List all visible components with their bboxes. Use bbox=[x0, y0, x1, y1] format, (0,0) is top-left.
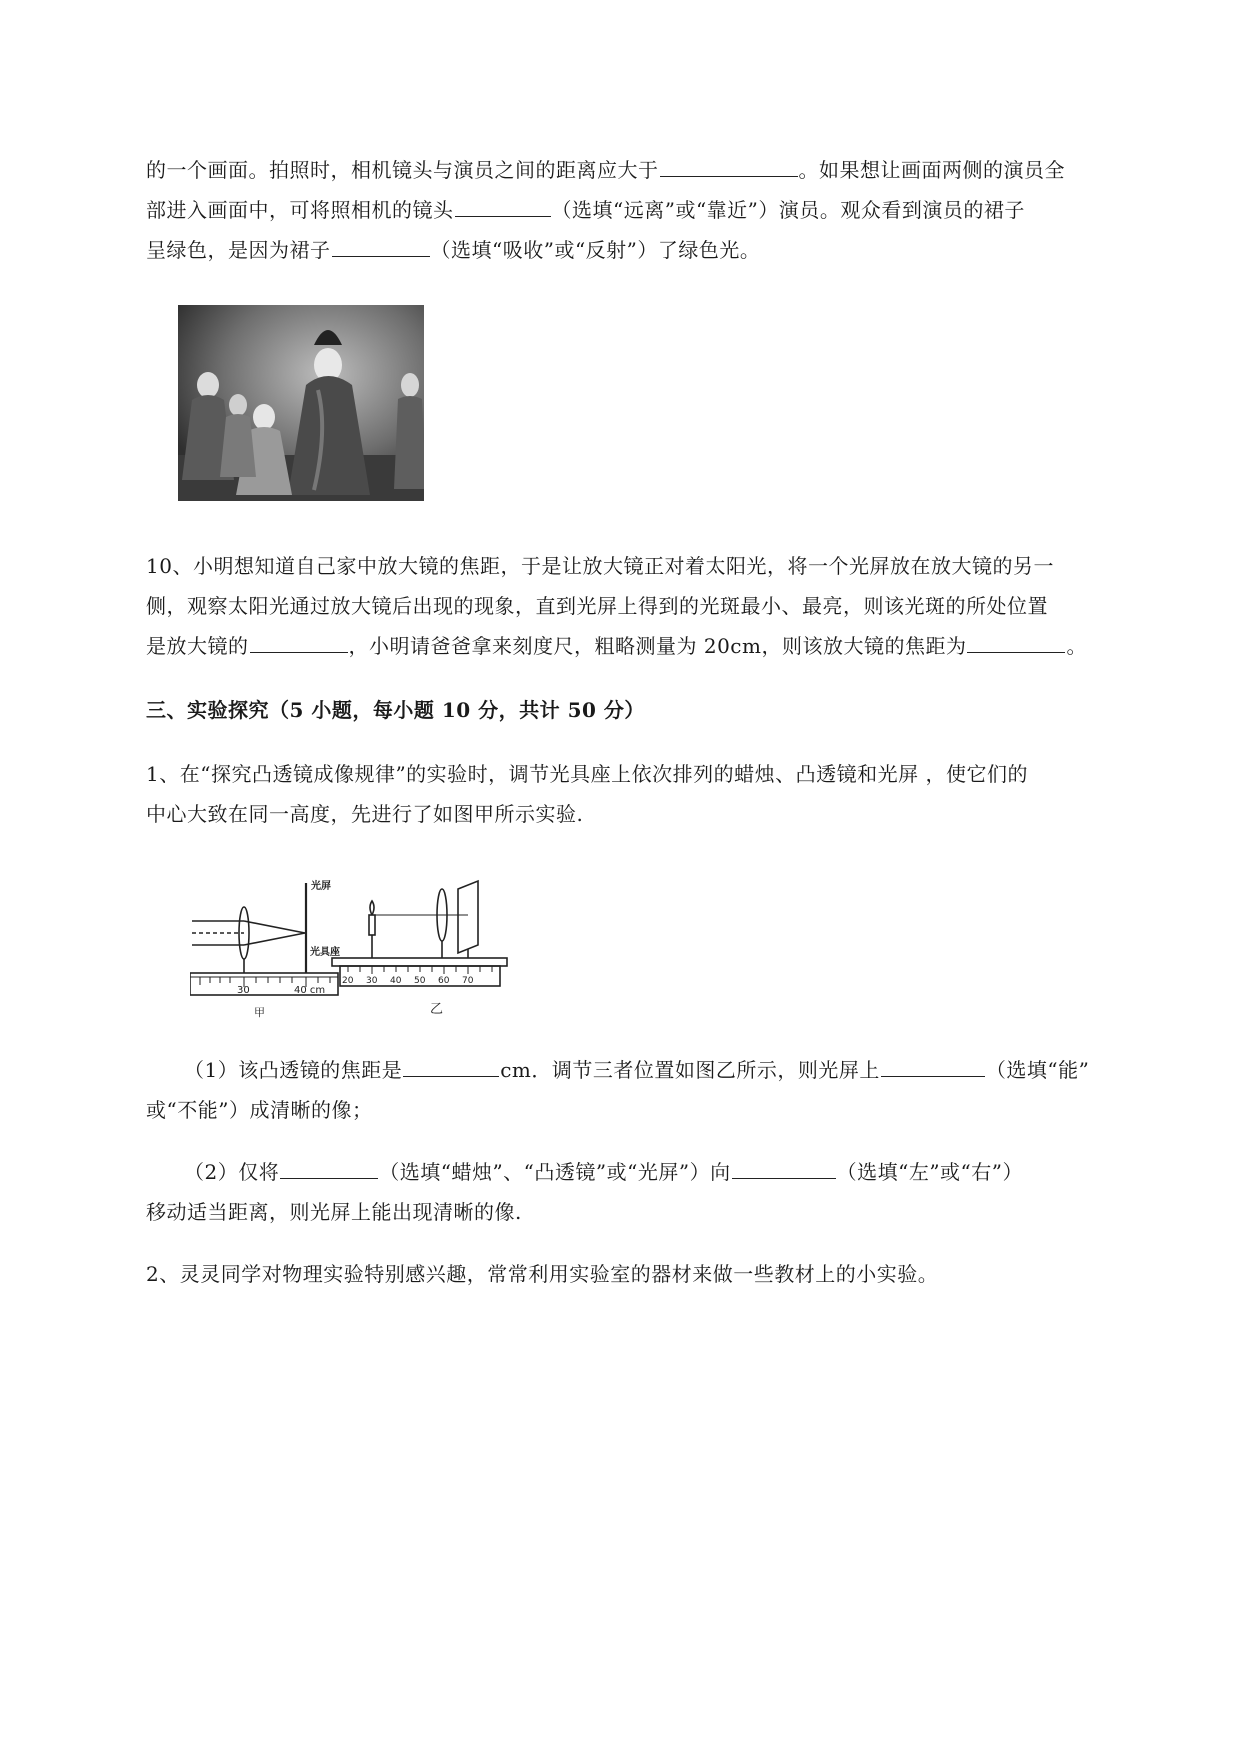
optical-bench-rail bbox=[332, 958, 507, 966]
answer-blank[interactable] bbox=[881, 1054, 985, 1077]
answer-blank[interactable] bbox=[250, 630, 348, 653]
q10-line-1: 10、小明想知道自己家中放大镜的焦距，于是让放大镜正对着太阳光，将一个光屏放在放大镜的另一 bbox=[146, 554, 1054, 578]
light-ray bbox=[244, 921, 305, 933]
e1-part-2-line-2: 移动适当距离，则光屏上能出现清晰的像. bbox=[146, 1200, 522, 1224]
answer-blank[interactable] bbox=[332, 234, 430, 257]
screen-label: 光屏 bbox=[311, 881, 331, 892]
ruler-a-tick-label: 40 cm bbox=[294, 985, 326, 996]
answer-blank[interactable] bbox=[403, 1054, 499, 1077]
ruler-b-tick-label: 50 bbox=[414, 976, 426, 986]
bench-label: 光具座 bbox=[310, 947, 340, 958]
answer-blank[interactable] bbox=[967, 630, 1065, 653]
e1-intro bbox=[146, 754, 1146, 834]
e1-line-1: 1、在“探究凸透镜成像规律”的实验时，调节光具座上依次排列的蜡烛、凸透镜和光屏 ，使它们的 bbox=[146, 762, 1029, 786]
optical-bench-svg bbox=[190, 873, 570, 1023]
q10-line-3: 是放大镜的 ，小明请爸爸拿来刻度尺，粗略测量为 20cm，则该放大镜的焦距为 。 bbox=[146, 626, 1146, 666]
e1-part-1-line-2: 或“不能”）成清晰的像； bbox=[146, 1098, 373, 1122]
answer-blank[interactable] bbox=[732, 1156, 836, 1179]
figure-a bbox=[190, 883, 338, 995]
figure-a-caption: 甲 bbox=[254, 1006, 265, 1019]
q9-line-1: 的一个画面。拍照时，相机镜头与演员之间的距离应大于 。如果想让画面两侧的演员全 bbox=[146, 150, 1146, 190]
answer-blank[interactable] bbox=[280, 1156, 378, 1179]
e1-part-2-line-1: （2）仅将 （选填“蜡烛”、“凸透镜”或“光屏”）向 （选填“左”或“右”） bbox=[146, 1152, 1146, 1192]
candle bbox=[369, 915, 375, 935]
e1-part-1-line-1: （1）该凸透镜的焦距是 cm．调节三者位置如图乙所示，则光屏上 （选填“能” bbox=[146, 1050, 1146, 1090]
ruler-b-tick-label: 40 bbox=[390, 976, 402, 986]
ruler-b-ticks bbox=[348, 966, 492, 974]
e2-paragraph: 2、灵灵同学对物理实验特别感兴趣，常常利用实验室的器材来做一些教材上的小实验。 bbox=[146, 1262, 939, 1286]
section-title: 三、实验探究（5 小题，每小题 10 分，共计 50 分） bbox=[146, 698, 645, 722]
answer-blank[interactable] bbox=[455, 194, 551, 217]
ruler-b-tick-label: 30 bbox=[366, 976, 378, 986]
q10-line-2: 侧，观察太阳光通过放大镜后出现的现象，直到光屏上得到的光斑最小、最亮，则该光斑的所处位置 bbox=[146, 594, 1048, 618]
candle-flame bbox=[370, 901, 374, 915]
screen-b bbox=[458, 881, 478, 953]
e1-line-2: 中心大致在同一高度，先进行了如图甲所示实验. bbox=[146, 802, 584, 826]
e1-part-2 bbox=[146, 1152, 1146, 1232]
answer-blank[interactable] bbox=[660, 154, 798, 177]
stage-photo-illustration bbox=[178, 305, 424, 501]
ruler-b-tick-label: 20 bbox=[342, 976, 354, 986]
ruler-b-tick-label: 60 bbox=[438, 976, 450, 986]
optical-bench-diagram bbox=[190, 873, 570, 1023]
q9-line-3: 呈绿色，是因为裙子 （选填“吸收”或“反射”）了绿色光。 bbox=[146, 230, 1146, 270]
ruler-a-tick-label: 30 bbox=[237, 985, 250, 996]
q9-line-2: 部进入画面中，可将照相机的镜头 （选填“远离”或“靠近”）演员。观众看到演员的裙子 bbox=[146, 190, 1146, 230]
stage-performance-photo bbox=[178, 305, 424, 501]
q9-paragraph bbox=[146, 150, 1146, 270]
ruler-b-tick-label: 70 bbox=[462, 976, 474, 986]
figure-b-caption: 乙 bbox=[430, 1002, 444, 1017]
light-ray bbox=[244, 933, 305, 945]
q10-paragraph bbox=[146, 546, 1146, 666]
ruler-b-labels bbox=[342, 976, 474, 986]
e1-part-1 bbox=[146, 1050, 1146, 1130]
